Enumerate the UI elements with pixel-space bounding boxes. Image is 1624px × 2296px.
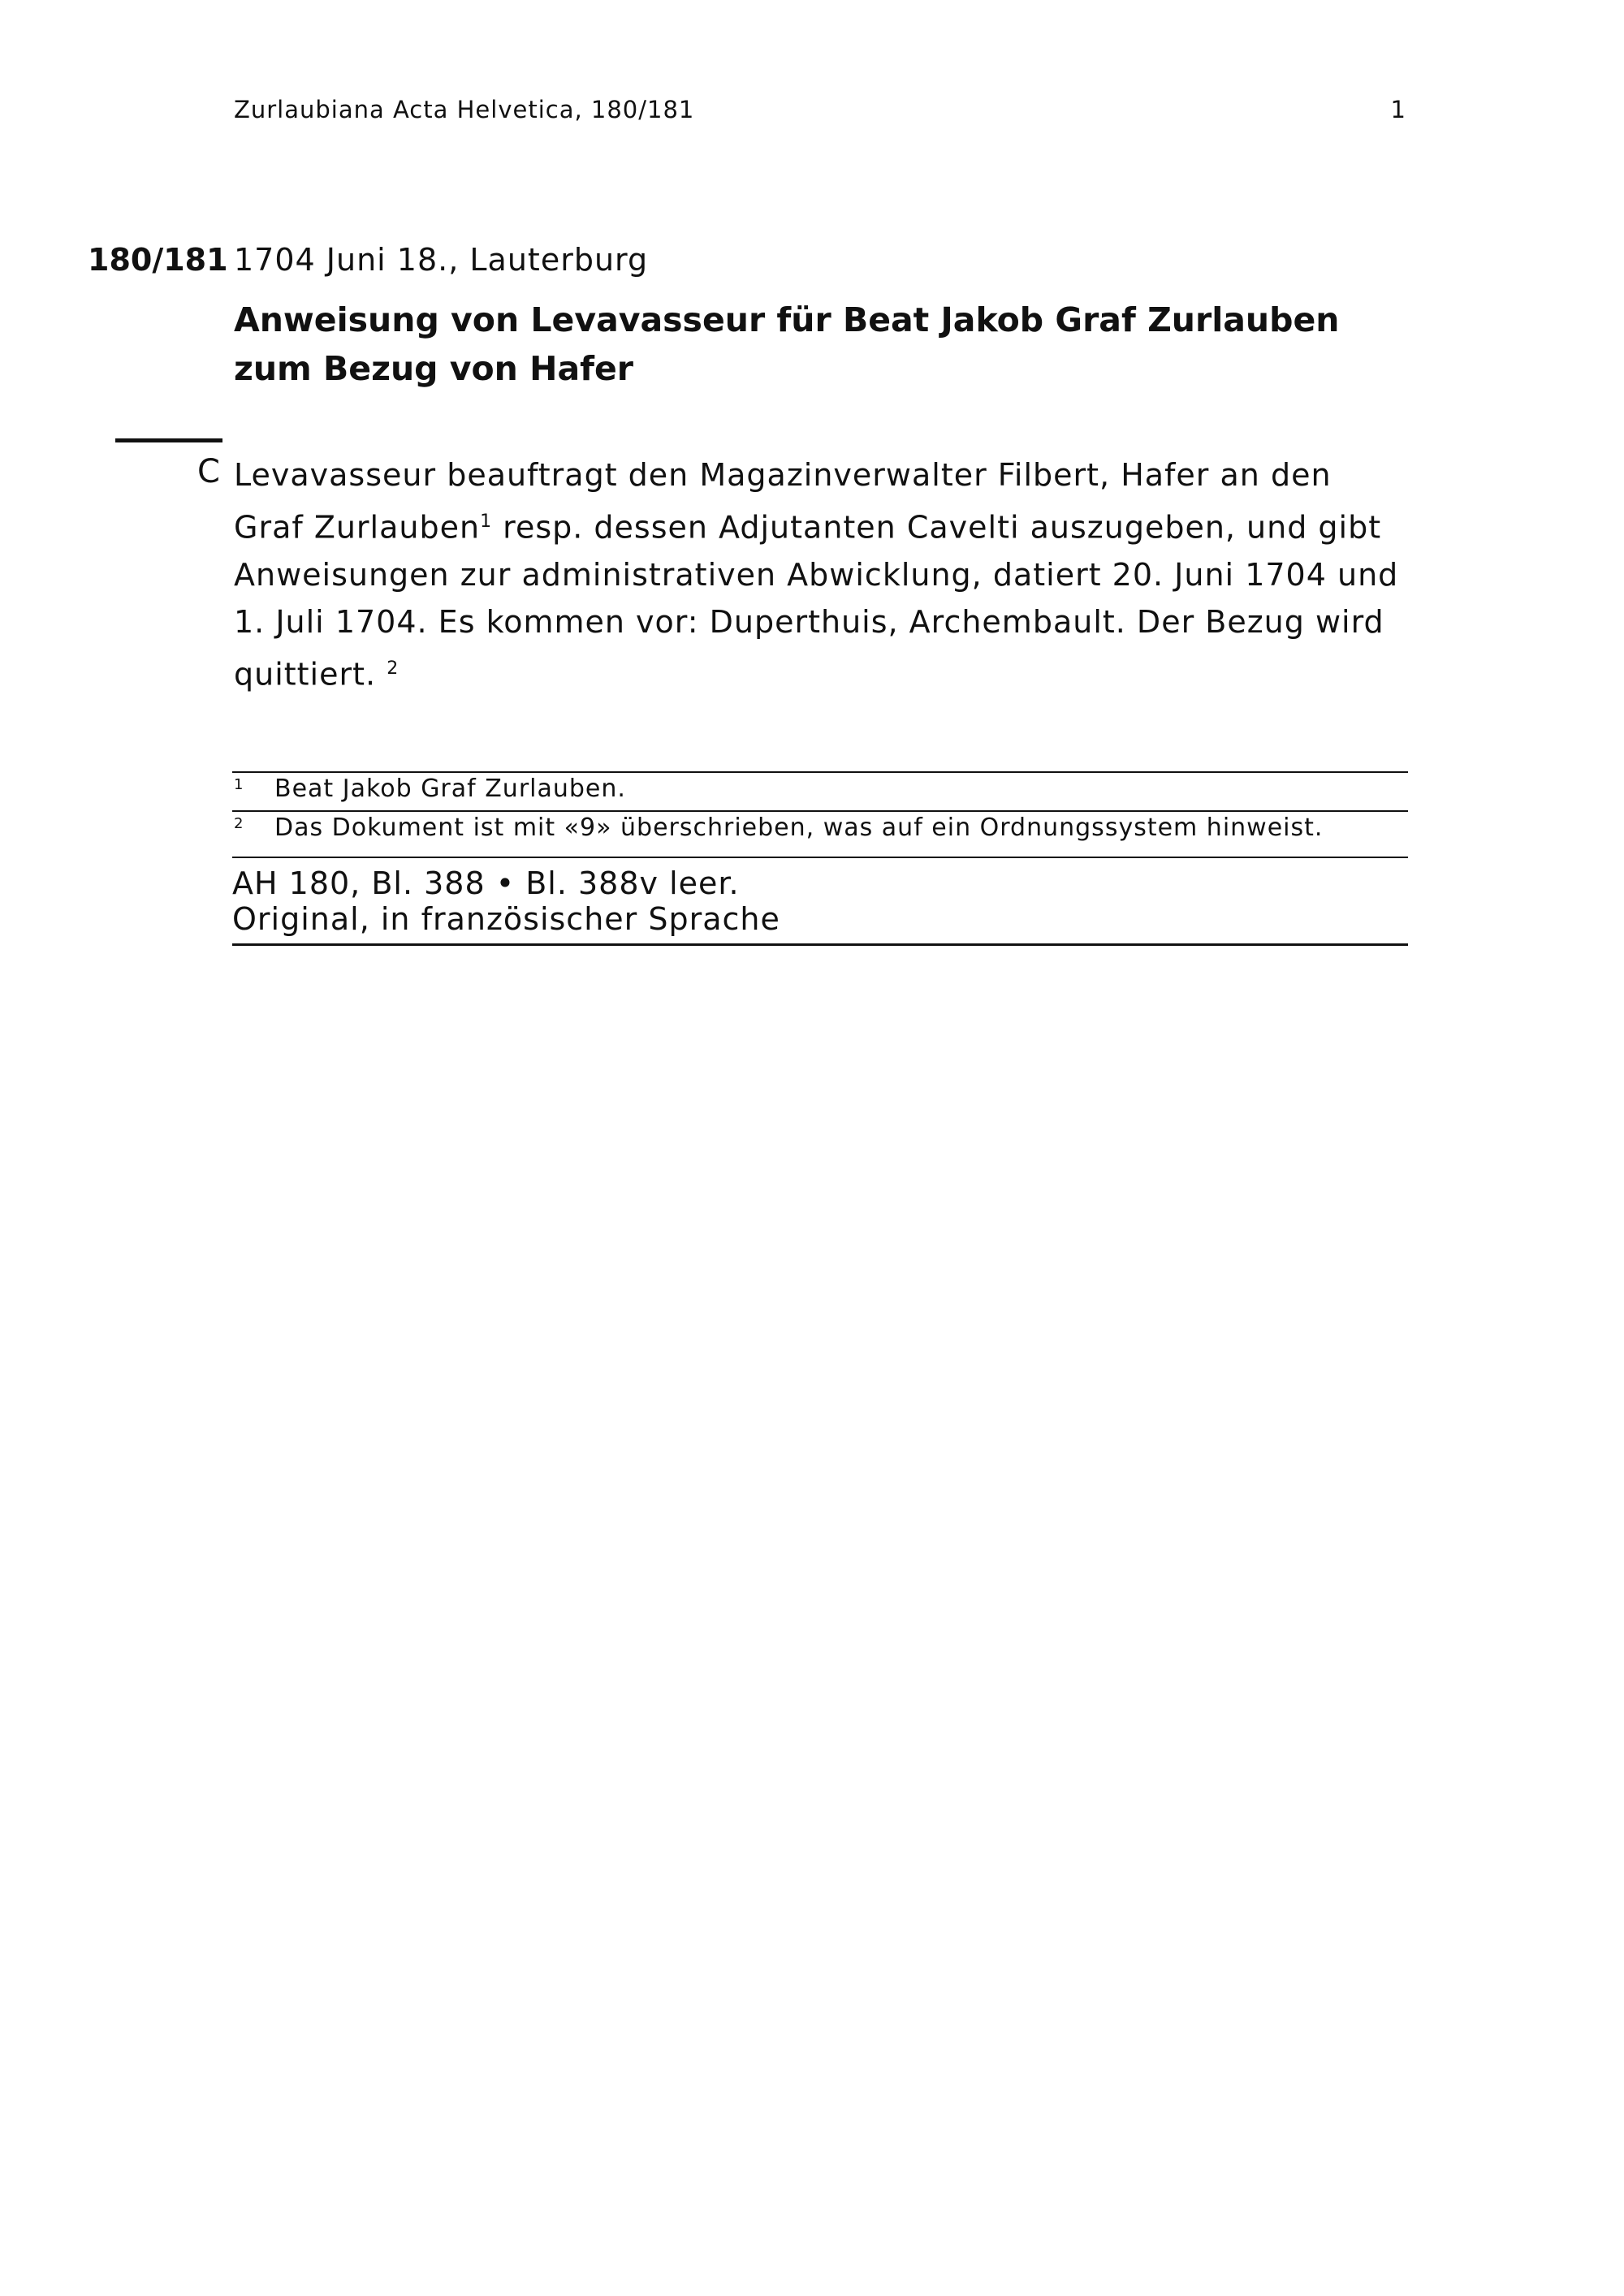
footnote-2 xyxy=(232,810,1408,857)
footnote-1 xyxy=(232,771,1408,810)
footnote-number: 1 xyxy=(234,776,244,793)
entry-date-place: 1704 Juni 18., Lauterburg xyxy=(234,242,649,278)
footnote-ref-2[interactable]: 2 xyxy=(387,658,400,679)
regest-text xyxy=(234,451,1406,697)
margin-rule-divider xyxy=(115,438,222,442)
entry-title: Anweisung von Levavasseur für Beat Jakob Graf Zurlauben zum Bezug von Hafer xyxy=(234,300,1340,388)
regest-text-part-1: Levavasseur beauftragt den Magazinverwalter Filbert, Hafer an den Graf Zurlauben xyxy=(234,457,1332,546)
footnote-text: Das Dokument ist mit «9» überschrieben, was auf ein Ordnungssystem hinweist. xyxy=(274,814,1324,842)
entry-number: 180/181 xyxy=(88,242,228,278)
running-title: Zurlaubiana Acta Helvetica, 180/181 xyxy=(234,96,695,123)
page-number: 1 xyxy=(1390,96,1406,123)
footnotes-section xyxy=(232,771,1408,857)
source-signature: AH 180, Bl. 388 • Bl. 388v leer. xyxy=(232,865,740,901)
regest-text-part-2: resp. dessen Adjutanten Cavelti auszugeben, und gibt Anweisungen zur administrativen Abwicklung, datiert 20. Juni 1704 und 1. Juli 1704. Es kommen vor: Duperthuis, Archembault. Der Bezug wird quittiert. xyxy=(234,509,1399,693)
source-description: Original, in französischer Sprache xyxy=(232,901,780,937)
footnote-text: Beat Jakob Graf Zurlauben. xyxy=(274,775,626,803)
document-type-letter: C xyxy=(197,453,220,490)
footnote-ref-1[interactable]: 1 xyxy=(480,511,493,532)
running-header xyxy=(234,96,1406,123)
footnote-number: 2 xyxy=(234,815,244,832)
source-block xyxy=(232,857,1408,946)
